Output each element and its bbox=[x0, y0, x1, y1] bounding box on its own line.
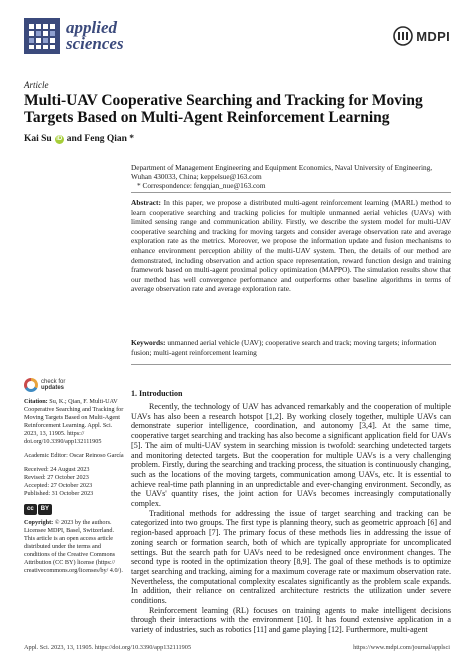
paragraph: Reinforcement learning (RL) focuses on training agents to make intelligent decisions through their interactions with the environment [10]. It has found extensive application in a variety of industries, such as robotics [11] and game playing [12]. Furthermore, multi-agent bbox=[131, 605, 451, 635]
sidebar bbox=[24, 378, 124, 581]
divider bbox=[131, 192, 451, 193]
footer-citation[interactable]: Appl. Sci. 2023, 13, 11905. https://doi.org/10.3390/app132111905 bbox=[24, 644, 192, 651]
affiliation-line2: Wuhan 430033, China; keppelsue@163.com bbox=[131, 172, 262, 181]
abstract-text: In this paper, we propose a distributed multi-agent reinforcement learning (MARL) method to learn cooperative searching and tracking policies for multiple unmanned aerial vehicles (UAVs) with limited sensing range and communication ability. Firstly, we describe the system model for multi-UAV cooperative searching and tracking for moving targets and consider average observation rate and average exploration rate as the metrics. Moreover, we propose the information update and fusion mechanisms to enhance environment perception ability of the multi-UAV system. Then, the details of our method are demonstrated, including observation and action space representation, reward function design and training framework based on multi-agent proximal policy optimization (MAPPO). The simulation results show that our method has well convergence performance and outperforms other baseline algorithms in terms of average observation rate and average exploration rate. bbox=[131, 198, 451, 294]
check-updates-icon bbox=[24, 378, 38, 392]
citation bbox=[24, 398, 124, 446]
copyright-label: Copyright: bbox=[24, 519, 54, 526]
affiliation-line1: Department of Management Engineering and Equipment Economics, Naval University of Engineering, bbox=[131, 163, 433, 172]
affiliation bbox=[131, 163, 451, 190]
abstract bbox=[131, 198, 451, 294]
journal-logo-icon bbox=[24, 18, 60, 54]
citation-text[interactable]: Su, K.; Qian, F. Multi-UAV Cooperative Searching and Tracking for Moving Targets Based on Multi-Agent Reinforcement Learning. Appl. Sci. 2023, 13, 11905. https:// doi.org/10.3390/app132111905 bbox=[24, 398, 124, 445]
copyright-text: © 2023 by the authors. Licensee MDPI, Basel, Switzerland. This article is an open access article distributed under the terms and conditions of the Creative Commons Attribution (CC BY) license (https:// creativecommons.org/licenses/by/ 4.0/). bbox=[24, 519, 123, 574]
orcid-icon[interactable]: iD bbox=[56, 135, 63, 142]
keywords-text: unmanned aerial vehicle (UAV); cooperative search and track; moving targets; information fusion; multi-agent reinforcement learning bbox=[131, 338, 437, 357]
article-title: Multi-UAV Cooperative Searching and Tracking for Moving Targets Based on Multi-Agent Reinforcement Learning bbox=[24, 92, 423, 126]
journal-name[interactable] bbox=[66, 20, 124, 52]
publisher-name: MDPI bbox=[416, 28, 450, 44]
paragraph: Recently, the technology of UAV has advanced remarkably and the cooperation of multiple UAVs has also been a research hotspot [1,2]. By working closely together, multiple UAVs can demonstrate superior intelligence, coordination, and autonomy [3,4]. At the same time, cooperative target searching and tracking has also become a significant application field for UAVs [5]. The aim of multi-UAV system in searching mission is twofold: searching undetected targets and monitoring detected targets. But the cooperation for multiple UAVs is a very challenging problem. Firstly, during the searching and tracking process, the situation is continuously changing, such as the locations of the moving targets, communication among UAVs, etc. It is essential to achieve real-time path planning in an unpredictable and ever-changing environment. Secondly, as the UAVs' quantity rises, the joint action for UAVs becomes increasingly computationally complex. bbox=[131, 402, 451, 509]
article-type: Article bbox=[24, 80, 49, 90]
abstract-label: Abstract: bbox=[131, 198, 161, 207]
author-rest[interactable]: and Feng Qian * bbox=[66, 134, 135, 144]
authors bbox=[24, 134, 134, 144]
correspondence: * Correspondence: fengqian_nue@163.com bbox=[137, 181, 266, 190]
footer-journal-link[interactable]: https://www.mdpi.com/journal/applsci bbox=[353, 644, 450, 651]
page-header bbox=[24, 18, 450, 60]
author-first[interactable]: Kai Su bbox=[24, 134, 52, 144]
copyright bbox=[24, 519, 124, 575]
date-revised: Revised: 27 October 2023 bbox=[24, 474, 89, 481]
check-updates-line2: updates bbox=[41, 385, 65, 391]
dates bbox=[24, 466, 124, 498]
page-footer bbox=[24, 644, 450, 651]
academic-editor: Academic Editor: Oscar Reinoso García bbox=[24, 452, 124, 459]
date-published: Published: 31 October 2023 bbox=[24, 490, 94, 497]
divider bbox=[131, 364, 451, 365]
check-updates-line1: check for bbox=[41, 378, 66, 385]
publisher-logo[interactable] bbox=[393, 24, 450, 48]
journal-name-line1: applied bbox=[66, 18, 117, 37]
date-received: Received: 24 August 2023 bbox=[24, 466, 90, 473]
check-for-updates-button[interactable] bbox=[24, 378, 124, 392]
keywords-label: Keywords: bbox=[131, 338, 166, 347]
by-icon: BY bbox=[38, 504, 52, 515]
cc-by-license-icon[interactable] bbox=[24, 504, 124, 515]
date-accepted: Accepted: 27 October 2023 bbox=[24, 482, 93, 489]
paragraph: Traditional methods for addressing the issue of target searching and tracking can be categorized into two groups. The first type is planning theory, such as geometric approach [6] and region-based approach [7]. The primary focus of these methods lies in addressing the issue of zoning search or formation search, both of which are typically appropriate for uncomplicated settings. But the search path for UAVs need to be redesigned once environment changes. The second type is rooted in the optimization theory [8,9]. The goal of these methods is to optimize target searching and tracking, aiming for a maximum coverage rate or maximum observation rate. Nevertheless, the computational complexity escalates significantly as the problem scale expands. In addition, their reliance on centralized architecture restricts the utilization under severe conditions. bbox=[131, 508, 451, 606]
keywords bbox=[131, 338, 451, 357]
cc-icon: cc bbox=[24, 504, 37, 515]
journal-name-line2: sciences bbox=[66, 34, 124, 53]
mdpi-mark-icon bbox=[393, 26, 413, 46]
citation-label: Citation: bbox=[24, 398, 48, 405]
section-heading: 1. Introduction bbox=[131, 389, 183, 398]
introduction-body bbox=[131, 402, 451, 635]
